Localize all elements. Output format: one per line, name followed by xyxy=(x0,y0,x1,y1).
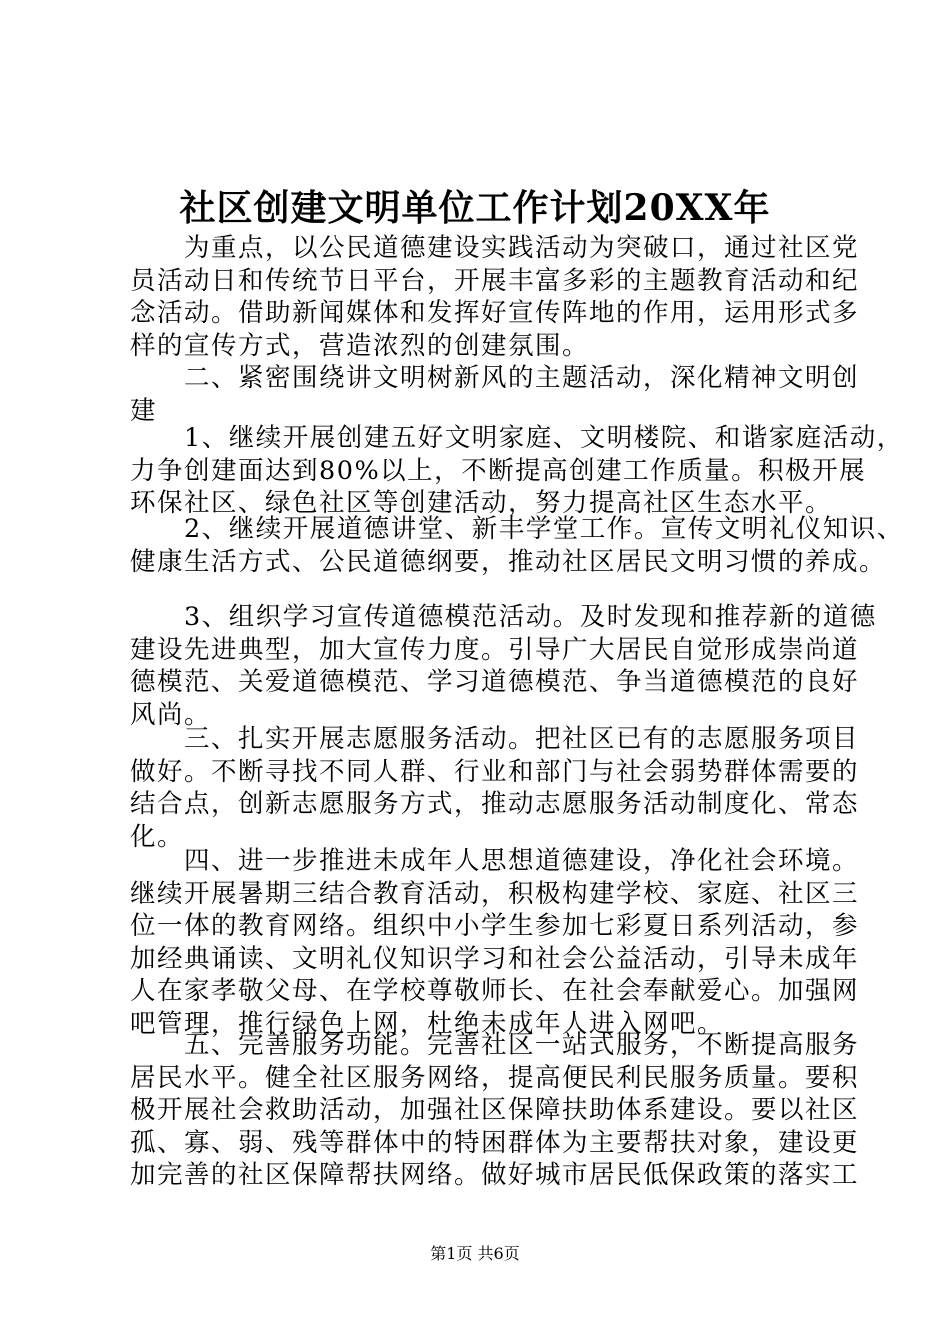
text-line: 位一体的教育网络。组织中小学生参加七彩夏日系列活动，参 xyxy=(130,911,860,941)
text-line: 吧管理，推行绿色上网，杜绝未成年人进入网吧。 xyxy=(130,1008,725,1039)
text-line: 孤、寡、弱、残等群体中的特困群体为主要帮扶对象，建设更 xyxy=(130,1127,860,1158)
paragraph-section-5 xyxy=(130,1029,860,1192)
text-line: 继续开展暑期三结合教育活动，积极构建学校、家庭、社区三 xyxy=(130,878,860,909)
paragraph-item-2 xyxy=(130,513,904,578)
paragraph-item-1 xyxy=(130,422,904,520)
text-line: 健康生活方式、公民道德纲要，推动社区居民文明习惯的养成。 xyxy=(130,546,887,577)
text-line: 人在家孝敬父母、在学校尊敬师长、在社会奉献爱心。加强网 xyxy=(130,976,860,1006)
text-line: 3、组织学习宣传道德模范活动。及时发现和推荐新的道德 xyxy=(130,602,877,632)
text-line: 力争创建面达到80%以上，不断提高创建工作质量。积极开展 xyxy=(130,455,867,486)
text-line: 三、扎实开展志愿服务活动。把社区已有的志愿服务项目 xyxy=(130,724,860,754)
text-line: 德模范、关爱道德模范、学习道德模范、争当道德模范的良好 xyxy=(130,667,860,697)
text-line: 居民水平。健全社区服务网络，提高便民利民服务质量。要积 xyxy=(130,1062,860,1093)
text-line: 1、继续开展创建五好文明家庭、文明楼院、和谐家庭活动， xyxy=(130,423,904,453)
text-line: 念活动。借助新闻媒体和发挥好宣传阵地的作用，运用形式多 xyxy=(130,298,860,328)
text-line: 为重点，以公民道德建设实践活动为突破口，通过社区党 xyxy=(130,233,860,263)
paragraph-item-3 xyxy=(130,601,877,731)
text-line: 极开展社会救助活动，加强社区保障扶助体系建设。要以社区 xyxy=(130,1095,860,1125)
text-line: 四、进一步推进未成年人思想道德建设，净化社会环境。 xyxy=(130,846,860,876)
text-line: 五、完善服务功能。完善社区一站式服务，不断提高服务 xyxy=(130,1030,860,1060)
text-line: 环保社区、绿色社区等创建活动，努力提高社区生态水平。 xyxy=(130,488,833,518)
document-title: 社区创建文明单位工作计划20XX年 xyxy=(179,187,771,229)
text-line: 加完善的社区保障帮扶网络。做好城市居民低保政策的落实工 xyxy=(130,1160,860,1190)
text-line: 化。 xyxy=(130,821,185,852)
text-line: 员活动日和传统节日平台，开展丰富多彩的主题教育活动和纪 xyxy=(130,265,860,296)
text-line: 建 xyxy=(130,395,158,426)
text-line: 2、继续开展道德讲堂、新丰学堂工作。宣传文明礼仪知识、 xyxy=(130,514,904,544)
paragraph-section-3 xyxy=(130,723,860,853)
text-line: 样的宣传方式，营造浓烈的创建氛围。 xyxy=(130,330,590,361)
text-line: 结合点，创新志愿服务方式，推动志愿服务活动制度化、常态 xyxy=(130,789,860,819)
page-number-footer: 第1页 共6页 xyxy=(430,1244,520,1263)
text-line: 加经典诵读、文明礼仪知识学习和社会公益活动，引导未成年 xyxy=(130,943,860,974)
paragraph-section-2 xyxy=(130,362,860,427)
text-line: 风尚。 xyxy=(130,699,212,730)
text-line: 做好。不断寻找不同人群、行业和部门与社会弱势群体需要的 xyxy=(130,756,860,787)
text-line: 建设先进典型，加大宣传力度。引导广大居民自觉形成崇尚道 xyxy=(130,634,860,665)
paragraph-intro xyxy=(130,232,860,362)
paragraph-section-4 xyxy=(130,845,860,1040)
text-line: 二、紧密围绕讲文明树新风的主题活动，深化精神文明创 xyxy=(130,363,860,393)
